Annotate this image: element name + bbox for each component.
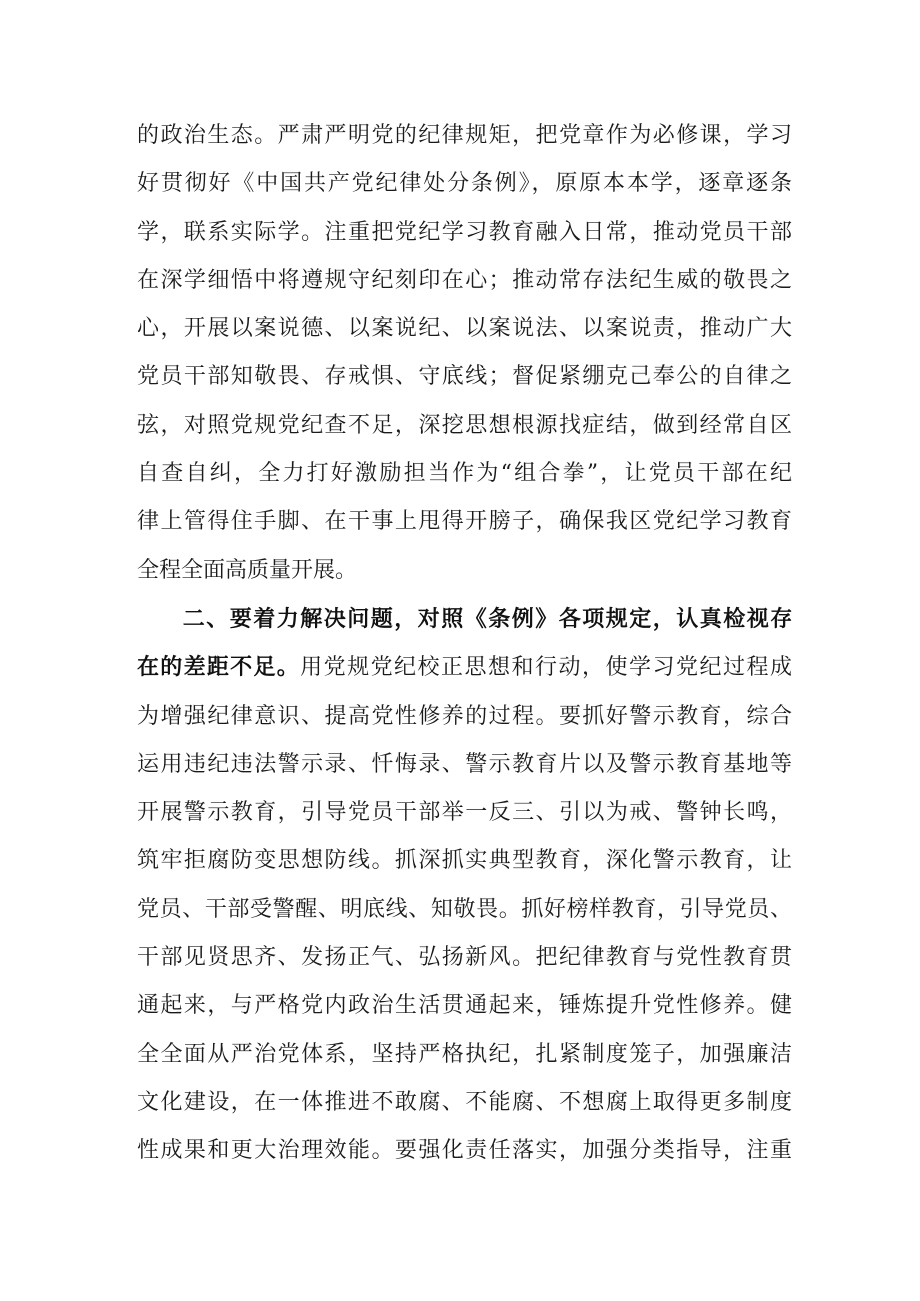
section-heading-part-2: 在的差距不足。 <box>137 655 301 681</box>
text-line: 通起来，与严格党内政治生活贯通起来，锤炼提升党性修养。健 <box>137 993 792 1019</box>
text-line: 好贯彻好《中国共产党纪律处分条例》，原原本本学，逐章逐条 <box>137 171 792 197</box>
text-line: 弦，对照党规党纪查不足，深挖思想根源找症结，做到经常自区 <box>137 412 792 438</box>
text-line: 党员干部知敬畏、存戒惧、守底线；督促紧绷克己奉公的自律之 <box>137 364 792 390</box>
text-line: 干部见贤思齐、发扬正气、弘扬新风。把纪律教育与党性教育贯 <box>137 945 792 971</box>
paragraph-1 <box>137 112 792 595</box>
paragraph-2 <box>137 596 792 1176</box>
text-line: 性成果和更大治理效能。要强化责任落实，加强分类指导，注重 <box>137 1138 792 1164</box>
text-line: 学，联系实际学。注重把党纪学习教育融入日常，推动党员干部 <box>137 219 792 245</box>
text-line: 为增强纪律意识、提高党性修养的过程。要抓好警示教育，综合 <box>137 703 792 729</box>
text-line: 心，开展以案说德、以案说纪、以案说法、以案说责，推动广大 <box>137 316 792 342</box>
text-line: 文化建设，在一体推进不敢腐、不能腐、不想腐上取得更多制度 <box>137 1089 792 1115</box>
text-line: 律上管得住手脚、在干事上甩得开膀子，确保我区党纪学习教育 <box>137 509 792 535</box>
body-text-run: 用党规党纪校正思想和行动，使学习党纪过程成 <box>300 655 792 681</box>
text-line: 的政治生态。严肃严明党的纪律规矩，把党章作为必修课，学习 <box>137 123 792 148</box>
heading-line <box>137 596 792 644</box>
text-line: 自查自纠，全力打好激励担当作为“组合拳”，让党员干部在纪 <box>137 461 792 487</box>
text-line: 运用违纪违法警示录、忏悔录、警示教育片以及警示教育基地等 <box>137 751 792 777</box>
text-line <box>137 644 792 692</box>
text-line: 开展警示教育，引导党员干部举一反三、引以为戒、警钟长鸣， <box>137 800 792 826</box>
text-line: 全全面从严治党体系，坚持严格执纪，扎紧制度笼子，加强廉洁 <box>137 1041 792 1067</box>
text-line: 在深学细悟中将遵规守纪刻印在心；推动常存法纪生威的敬畏之 <box>137 267 792 293</box>
section-heading-part-1: 二、要着力解决问题，对照《条例》各项规定，认真检视存 <box>181 607 792 632</box>
text-line: 党员、干部受警醒、明底线、知敬畏。抓好榜样教育，引导党员、 <box>137 896 792 922</box>
text-line: 筑牢拒腐防变思想防线。抓深抓实典型教育，深化警示教育，让 <box>137 848 792 874</box>
text-line-last: 全程全面高质量开展。 <box>137 557 358 583</box>
